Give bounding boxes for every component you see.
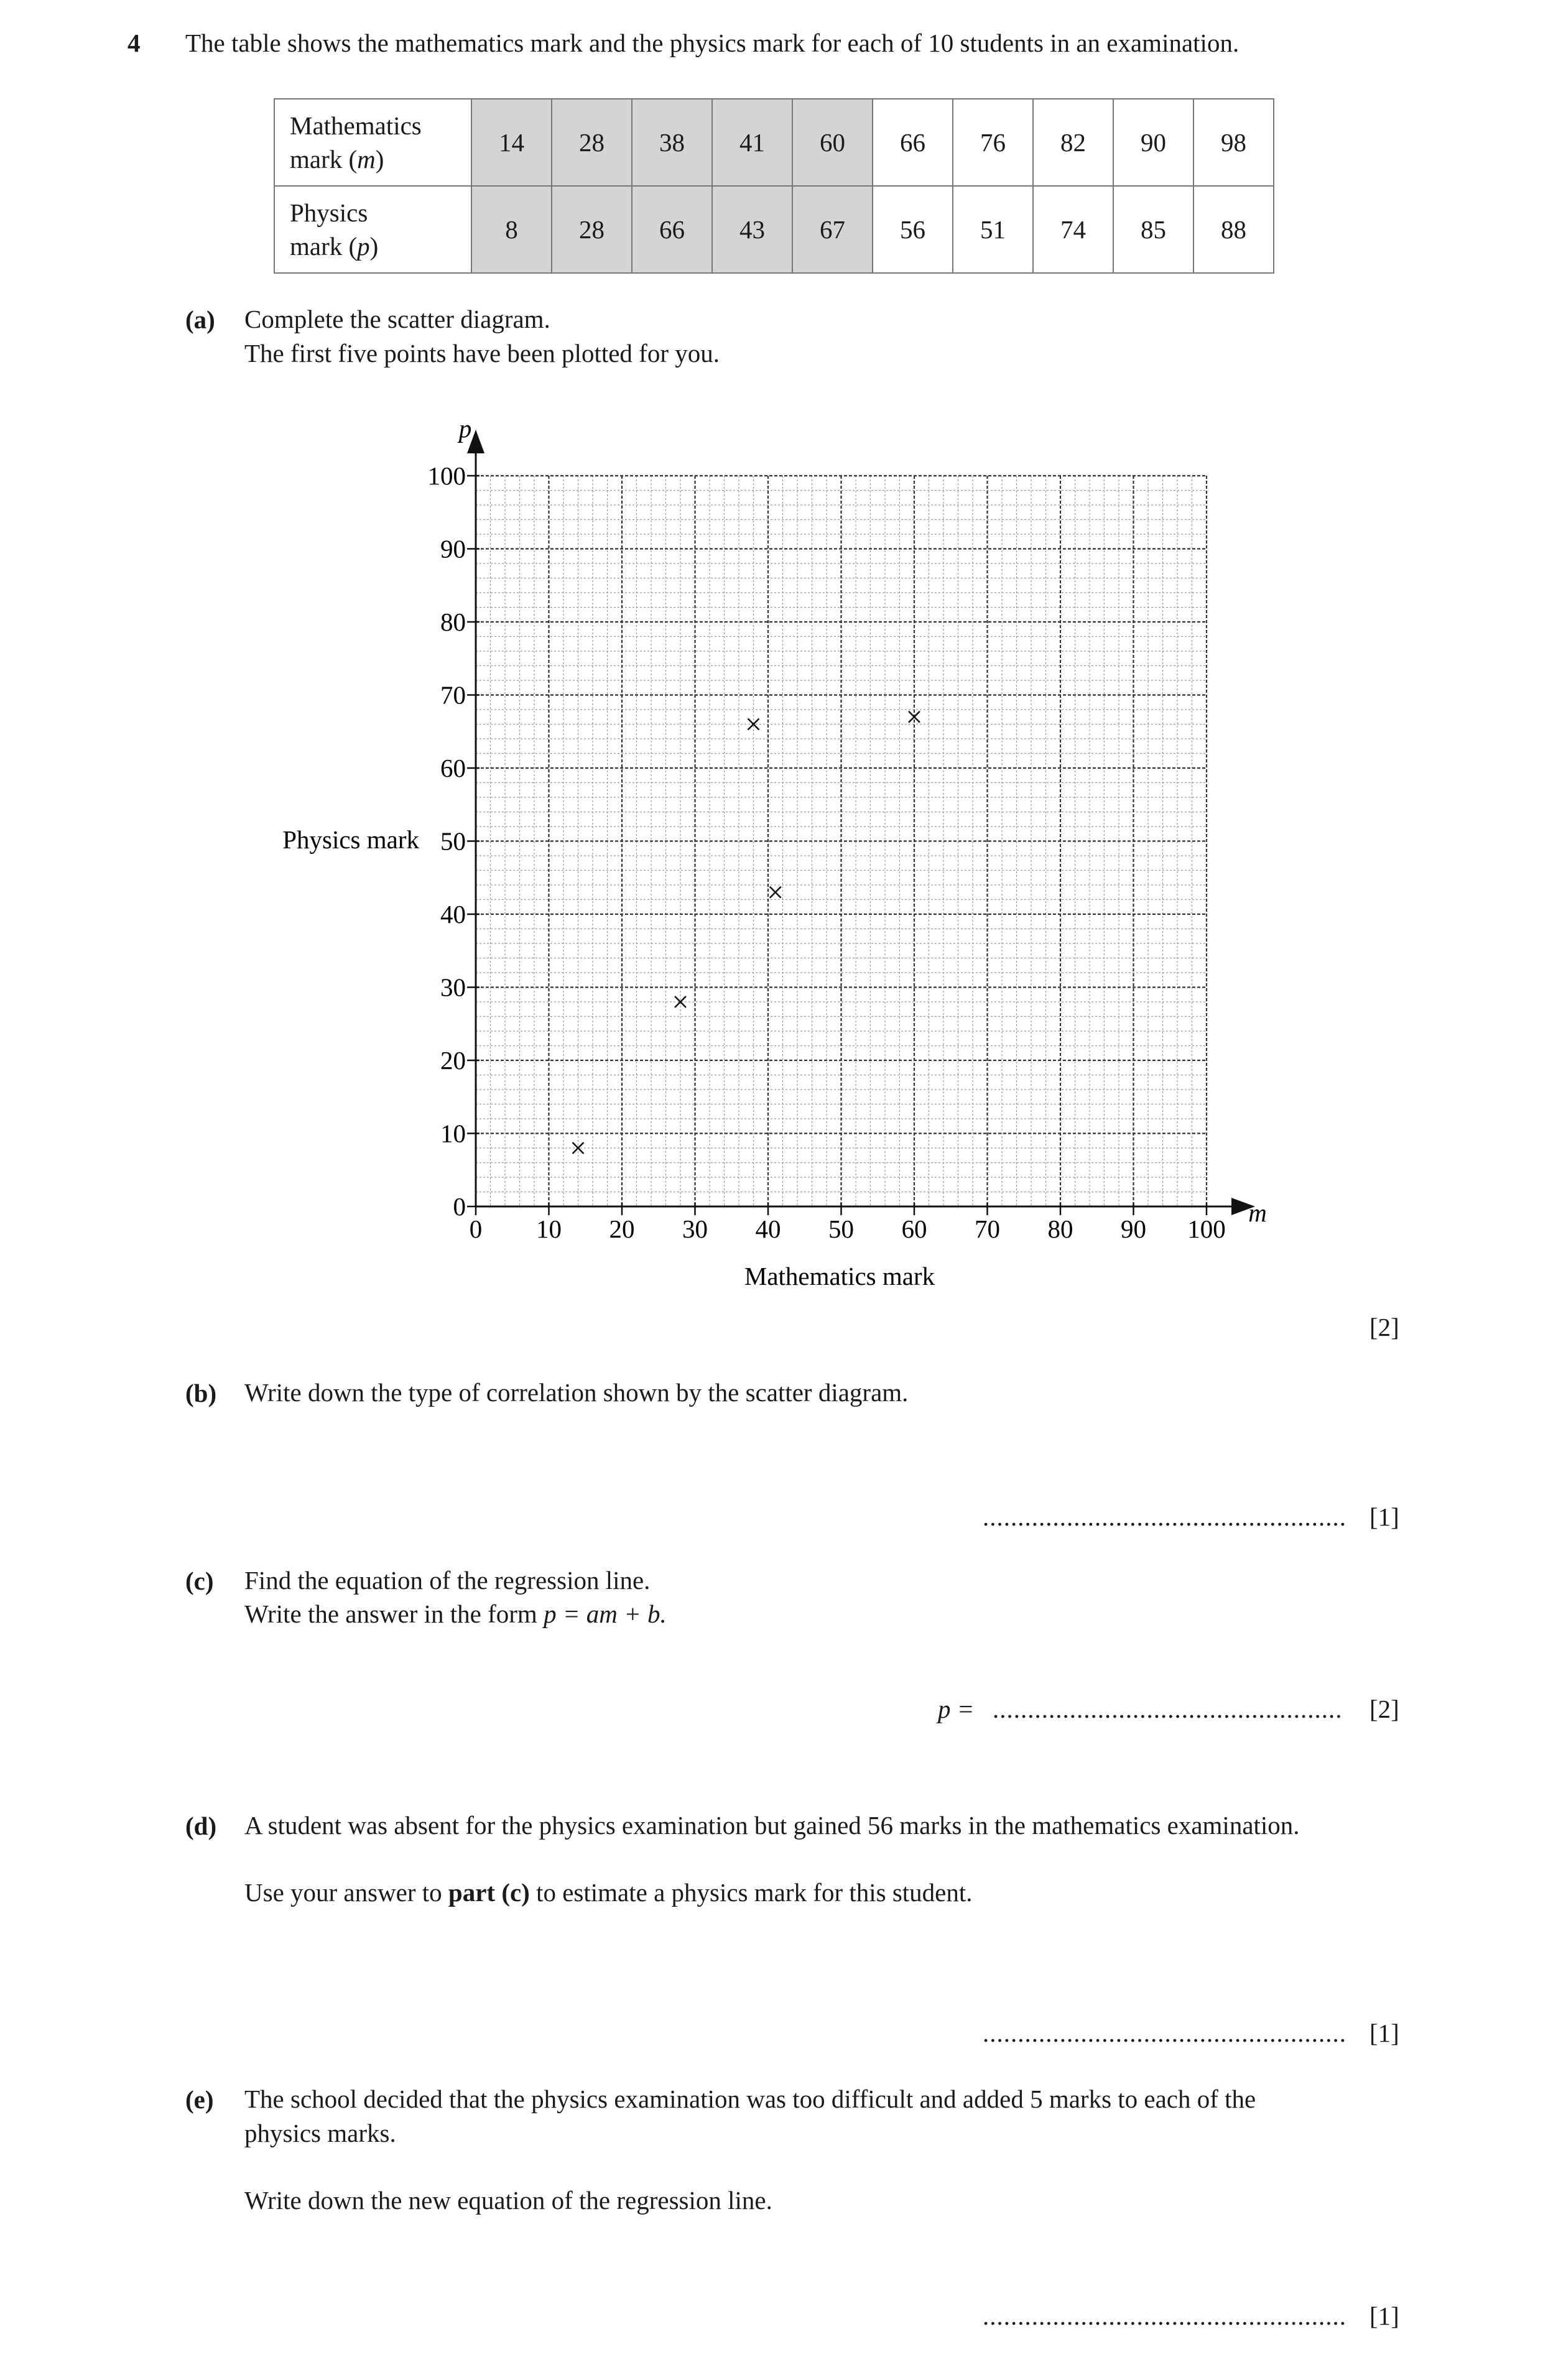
part-c-answer-prefix: p = bbox=[938, 1695, 975, 1723]
x-tick-label: 60 bbox=[901, 1215, 927, 1243]
part-d-answer-line[interactable]: .................................................... bbox=[983, 2019, 1346, 2047]
physics-cell: 85 bbox=[1113, 186, 1193, 273]
part-a-line1: Complete the scatter diagram. bbox=[244, 305, 550, 333]
x-axis-label: Mathematics mark bbox=[744, 1262, 935, 1290]
y-tick-labels bbox=[428, 461, 480, 1221]
part-a-line2: The first five points have been plotted for you. bbox=[244, 339, 720, 368]
y-tick-label: 100 bbox=[427, 461, 466, 490]
physics-header-line1: Physics bbox=[290, 198, 368, 227]
x-tick-label: 70 bbox=[975, 1215, 1000, 1243]
y-tick-label: 90 bbox=[440, 534, 466, 563]
physics-cell: 74 bbox=[1033, 186, 1113, 273]
part-b-label: (b) bbox=[185, 1379, 217, 1407]
data-point-cross bbox=[770, 887, 781, 898]
math-header-line2: mark (m) bbox=[290, 145, 384, 174]
part-a-marks: [2] bbox=[1369, 1313, 1399, 1341]
y-tick-label: 10 bbox=[440, 1119, 466, 1148]
part-d-line1: A student was absent for the physics examination but gained 56 marks in the mathematics examination. bbox=[244, 1811, 1300, 1840]
y-tick-label: 80 bbox=[440, 608, 466, 636]
question-number: 4 bbox=[127, 29, 141, 57]
part-d-line2-bold: part (c) bbox=[448, 1878, 530, 1907]
part-b-text: Write down the type of correlation shown by the scatter diagram. bbox=[244, 1378, 909, 1407]
part-b-answer-line[interactable]: .................................................... bbox=[983, 1503, 1346, 1531]
part-e-marks: [1] bbox=[1369, 2302, 1399, 2330]
y-tick-label: 30 bbox=[440, 973, 466, 1002]
x-tick-label: 40 bbox=[755, 1215, 781, 1243]
part-d-line2-a: Use your answer to bbox=[244, 1878, 442, 1907]
part-c-line2 bbox=[244, 1596, 667, 1631]
y-tick-label: 20 bbox=[440, 1046, 466, 1075]
x-tick-label: 10 bbox=[536, 1215, 562, 1243]
math-cell: 41 bbox=[712, 99, 792, 186]
physics-cell: 88 bbox=[1193, 186, 1274, 273]
part-e-label: (e) bbox=[185, 2085, 214, 2114]
x-tick-label: 80 bbox=[1047, 1215, 1073, 1243]
part-e-line1b: physics marks. bbox=[244, 2119, 396, 2147]
math-cell: 14 bbox=[471, 99, 552, 186]
physics-cell: 66 bbox=[632, 186, 712, 273]
y-tick-label: 60 bbox=[440, 754, 466, 782]
x-tick-label: 100 bbox=[1187, 1215, 1226, 1243]
physics-cell: 43 bbox=[712, 186, 792, 273]
math-cell: 82 bbox=[1033, 99, 1113, 186]
physics-cell: 51 bbox=[953, 186, 1033, 273]
part-e-line1: The school decided that the physics examination was too difficult and added 5 marks to each of the bbox=[244, 2085, 1256, 2113]
question-intro: The table shows the mathematics mark and the physics mark for each of 10 students in an examination. bbox=[185, 29, 1239, 57]
y-tick-label: 70 bbox=[440, 680, 466, 710]
x-tick-labels bbox=[470, 1203, 1226, 1243]
part-e-answer-line[interactable]: .................................................... bbox=[983, 2302, 1346, 2330]
math-cell: 60 bbox=[792, 99, 873, 186]
physics-cell: 67 bbox=[792, 186, 873, 273]
y-tick-label: 50 bbox=[440, 827, 466, 856]
math-cell: 98 bbox=[1193, 99, 1274, 186]
part-e-line2: Write down the new equation of the regression line. bbox=[244, 2186, 772, 2215]
x-axis-symbol: m bbox=[1248, 1198, 1267, 1227]
part-d-line2 bbox=[244, 1875, 973, 1910]
part-d-line2-b: to estimate a physics mark for this student. bbox=[536, 1878, 973, 1907]
x-tick-label: 30 bbox=[682, 1215, 708, 1243]
math-cell: 66 bbox=[873, 99, 953, 186]
y-axis-symbol: p bbox=[458, 414, 472, 443]
y-tick-label: 0 bbox=[453, 1192, 466, 1221]
x-tick-label: 20 bbox=[609, 1215, 635, 1243]
math-cell: 28 bbox=[552, 99, 632, 186]
y-tick-label: 40 bbox=[440, 900, 466, 928]
major-grid bbox=[476, 476, 1207, 1206]
physics-header-line2: mark (p) bbox=[290, 232, 379, 261]
x-tick-label: 0 bbox=[469, 1215, 483, 1243]
part-d-marks: [1] bbox=[1369, 2019, 1399, 2047]
axes bbox=[467, 430, 1255, 1215]
physics-cell: 28 bbox=[552, 186, 632, 273]
physics-cell: 8 bbox=[471, 186, 552, 273]
x-tick-label: 90 bbox=[1121, 1215, 1146, 1243]
x-tick-label: 50 bbox=[828, 1215, 854, 1243]
part-c-answer-line[interactable]: .................................................. bbox=[993, 1695, 1343, 1723]
part-c-label: (c) bbox=[185, 1567, 214, 1595]
part-c-line1: Find the equation of the regression line. bbox=[244, 1566, 651, 1595]
physics-cell: 56 bbox=[873, 186, 953, 273]
part-c-line2-text: Write the answer in the form bbox=[244, 1600, 537, 1628]
math-header-line1: Mathematics bbox=[290, 111, 422, 140]
part-a-label: (a) bbox=[185, 305, 215, 334]
math-cell: 38 bbox=[632, 99, 712, 186]
part-c-form: p = am + b. bbox=[544, 1600, 667, 1628]
math-cell: 90 bbox=[1113, 99, 1193, 186]
part-d-label: (d) bbox=[185, 1812, 217, 1840]
math-cell: 76 bbox=[953, 99, 1033, 186]
y-axis-label: Physics mark bbox=[282, 825, 419, 854]
part-c-marks: [2] bbox=[1369, 1695, 1399, 1723]
part-b-marks: [1] bbox=[1369, 1503, 1399, 1531]
data-points bbox=[573, 711, 920, 1154]
